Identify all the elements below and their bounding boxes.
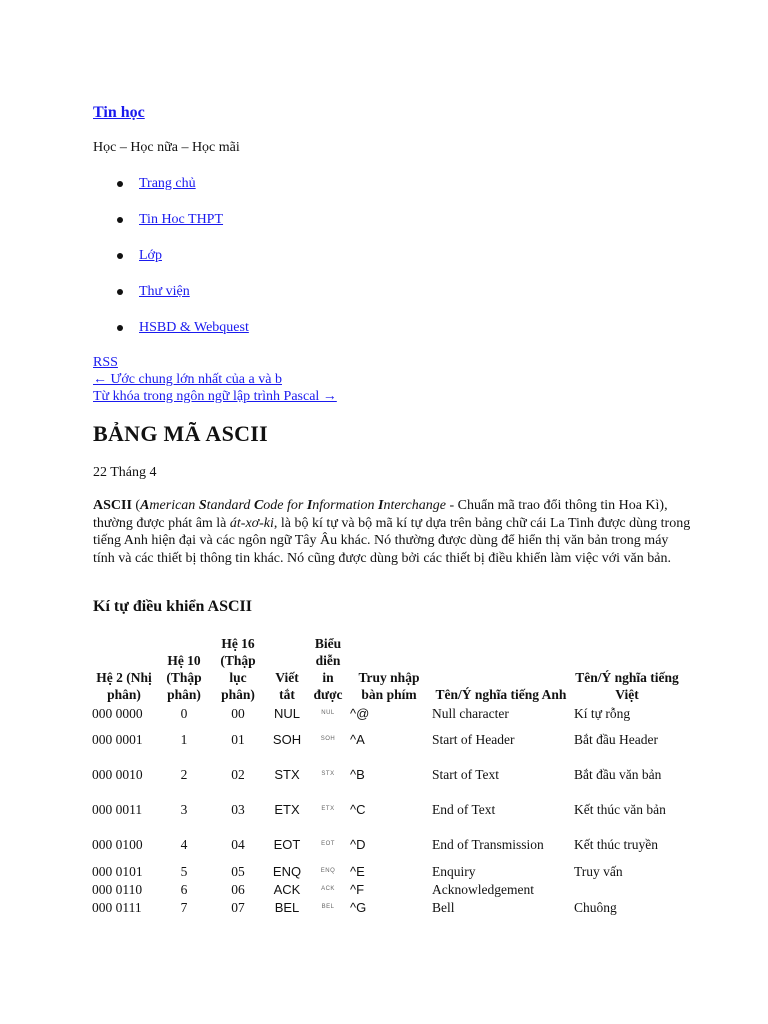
intro-text: I [378, 498, 384, 513]
cell-repr-symbol: ETX [321, 806, 335, 812]
cell-dec: 5 [180, 863, 188, 879]
cell-dec: 3 [180, 802, 188, 817]
header-bin: Hệ 2 (Nhị phân) [96, 670, 152, 702]
intro-text: nformation [312, 498, 379, 513]
cell-abbr: STX [274, 767, 300, 782]
cell-vi: Kí tự rỗng [574, 705, 631, 721]
cell-dec: 4 [180, 837, 188, 852]
cell-en: End of Text [432, 802, 496, 817]
header-en: Tên/Ý nghĩa tiếng Anh [435, 687, 567, 702]
cell-vi: Bắt đầu Header [574, 732, 658, 747]
post-links [93, 354, 337, 405]
ascii-table [90, 634, 682, 916]
cell-bin: 000 0011 [92, 802, 143, 817]
cell-en: Start of Header [432, 732, 515, 747]
cell-hex: 05 [231, 863, 245, 879]
header-abbr: Viết tắt [275, 670, 299, 702]
cell-abbr: ENQ [272, 863, 302, 879]
cell-abbr: ETX [274, 802, 300, 817]
cell-vi [572, 880, 682, 898]
cell-key: ^D [350, 837, 366, 852]
cell-bin: 000 0001 [92, 732, 143, 747]
cell-bin: 000 0110 [92, 881, 143, 897]
cell-repr-symbol: ACK [321, 885, 335, 892]
intro-pronunciation: át-xơ-ki [229, 515, 274, 531]
cell-vi: Chuông [574, 899, 617, 915]
header-vi: Tên/Ý nghĩa tiếng Việt [575, 670, 679, 702]
table-row [90, 704, 682, 722]
cell-bin: 000 0010 [92, 767, 143, 782]
cell-en: Enquiry [432, 863, 476, 879]
table-row [90, 862, 682, 880]
header-hex: Hệ 16 (Thập lục phân) [220, 636, 256, 702]
cell-dec: 0 [180, 705, 188, 721]
cell-abbr: EOT [273, 837, 301, 852]
cell-abbr: SOH [272, 732, 302, 747]
rss-link[interactable]: RSS [93, 355, 118, 370]
cell-key: ^E [350, 863, 365, 879]
nav-item-class [93, 246, 249, 282]
cell-repr-symbol: NUL [321, 709, 335, 716]
intro-text: ode for [263, 498, 307, 513]
cell-dec: 6 [180, 881, 188, 897]
cell-en: Null character [432, 705, 509, 721]
header-repr: Biểu diễn in được [313, 636, 343, 702]
cell-en: End of Transmission [432, 837, 544, 852]
cell-abbr: BEL [274, 899, 300, 915]
intro-text: A [140, 498, 150, 513]
cell-hex: 01 [231, 732, 245, 747]
cell-key: ^B [350, 767, 365, 782]
prev-post-link[interactable]: ← Ước chung lớn nhất của a và b [93, 372, 282, 387]
cell-bin: 000 0101 [92, 863, 143, 879]
cell-key: ^C [350, 802, 366, 817]
nav-item-thpt [93, 210, 249, 246]
cell-repr-symbol: STX [321, 771, 335, 777]
main-nav [93, 174, 249, 354]
section-title: Kí tự điều khiển ASCII [93, 598, 252, 615]
cell-hex: 00 [231, 705, 245, 721]
cell-repr-symbol: BEL [321, 903, 335, 910]
table-row [90, 880, 682, 898]
cell-hex: 07 [231, 899, 245, 915]
intro-text: merican [149, 498, 199, 513]
nav-link-class[interactable]: Lớp [139, 248, 162, 263]
intro-text: ( [131, 498, 141, 513]
cell-bin: 000 0100 [92, 837, 143, 852]
intro-text: - Chuẩn mã trao đổi thông tin Hoa Kì), thường được phát âm là [93, 498, 668, 531]
nav-link-webquest[interactable]: HSBD & Webquest [139, 320, 249, 335]
nav-link-thpt[interactable]: Tin Hoc THPT [139, 212, 224, 227]
intro-text: I [306, 498, 313, 513]
nav-link-library[interactable]: Thư viện [139, 284, 190, 299]
nav-link-home[interactable]: Trang chủ [139, 176, 196, 191]
post-title: BẢNG MÃ ASCII [93, 421, 269, 446]
table-row [90, 792, 682, 827]
cell-dec: 7 [180, 899, 188, 915]
cell-key: ^A [350, 732, 365, 747]
post-date: 22 Tháng 4 [93, 465, 157, 480]
table-row [90, 827, 682, 862]
cell-vi: Kết thúc văn bản [574, 802, 666, 817]
cell-vi: Bắt đầu văn bản [574, 767, 662, 782]
cell-hex: 02 [231, 767, 245, 782]
table-row [90, 898, 682, 916]
nav-item-webquest [93, 318, 249, 354]
cell-repr-symbol: SOH [320, 736, 336, 742]
cell-dec: 2 [180, 767, 188, 782]
cell-repr-symbol: EOT [321, 841, 335, 847]
cell-en: Acknowledgement [432, 881, 534, 897]
table-row [90, 722, 682, 757]
nav-item-library [93, 282, 249, 318]
intro-lead: ASCII [93, 498, 132, 513]
post-intro [93, 497, 693, 567]
cell-hex: 03 [231, 802, 245, 817]
nav-item-home [93, 174, 249, 210]
bullet-icon [117, 325, 123, 331]
table-row [90, 757, 682, 792]
cell-bin: 000 0111 [92, 899, 142, 915]
intro-text: S [198, 498, 207, 513]
bullet-icon [117, 253, 123, 259]
table-header-row [90, 634, 682, 704]
cell-hex: 04 [231, 837, 245, 852]
intro-text: nterchange [383, 498, 446, 513]
intro-text: , là bộ kí tự và bộ mã kí tự dựa trên bảng chữ cái La Tinh được dùng trong tiếng Anh hiện đại và các ngôn ngữ Tây Âu khác. Nó thường được dùng để hiển thị văn bản trong máy tính và các thiết bị thông tin khác. Nó cũng được dùng bởi các thiết bị điều khiển làm việc với văn bản. [93, 515, 691, 566]
cell-repr-symbol: ENQ [320, 867, 336, 874]
cell-key: ^F [350, 881, 365, 897]
intro-text: tandard [206, 498, 254, 513]
cell-bin: 000 0000 [92, 705, 143, 721]
cell-abbr: ACK [273, 881, 301, 897]
cell-key: ^G [350, 899, 367, 915]
intro-text: C [253, 498, 264, 513]
cell-vi: Truy vấn [574, 863, 623, 879]
cell-key: ^@ [350, 705, 370, 721]
bullet-icon [117, 217, 123, 223]
cell-en: Bell [432, 899, 455, 915]
cell-en: Start of Text [432, 767, 500, 782]
bullet-icon [117, 181, 123, 187]
header-key: Truy nhập bàn phím [358, 670, 420, 702]
cell-abbr: NUL [273, 705, 300, 721]
cell-vi: Kết thúc truyền [574, 837, 658, 852]
site-title-link[interactable]: Tin học [93, 104, 145, 121]
next-post-link[interactable]: Từ khóa trong ngôn ngữ lập trình Pascal → [93, 389, 337, 404]
header-dec: Hệ 10 (Thập phân) [166, 653, 202, 702]
cell-dec: 1 [180, 732, 188, 747]
bullet-icon [117, 289, 123, 295]
site-tagline: Học – Học nữa – Học mãi [93, 140, 240, 155]
cell-hex: 06 [231, 881, 245, 897]
